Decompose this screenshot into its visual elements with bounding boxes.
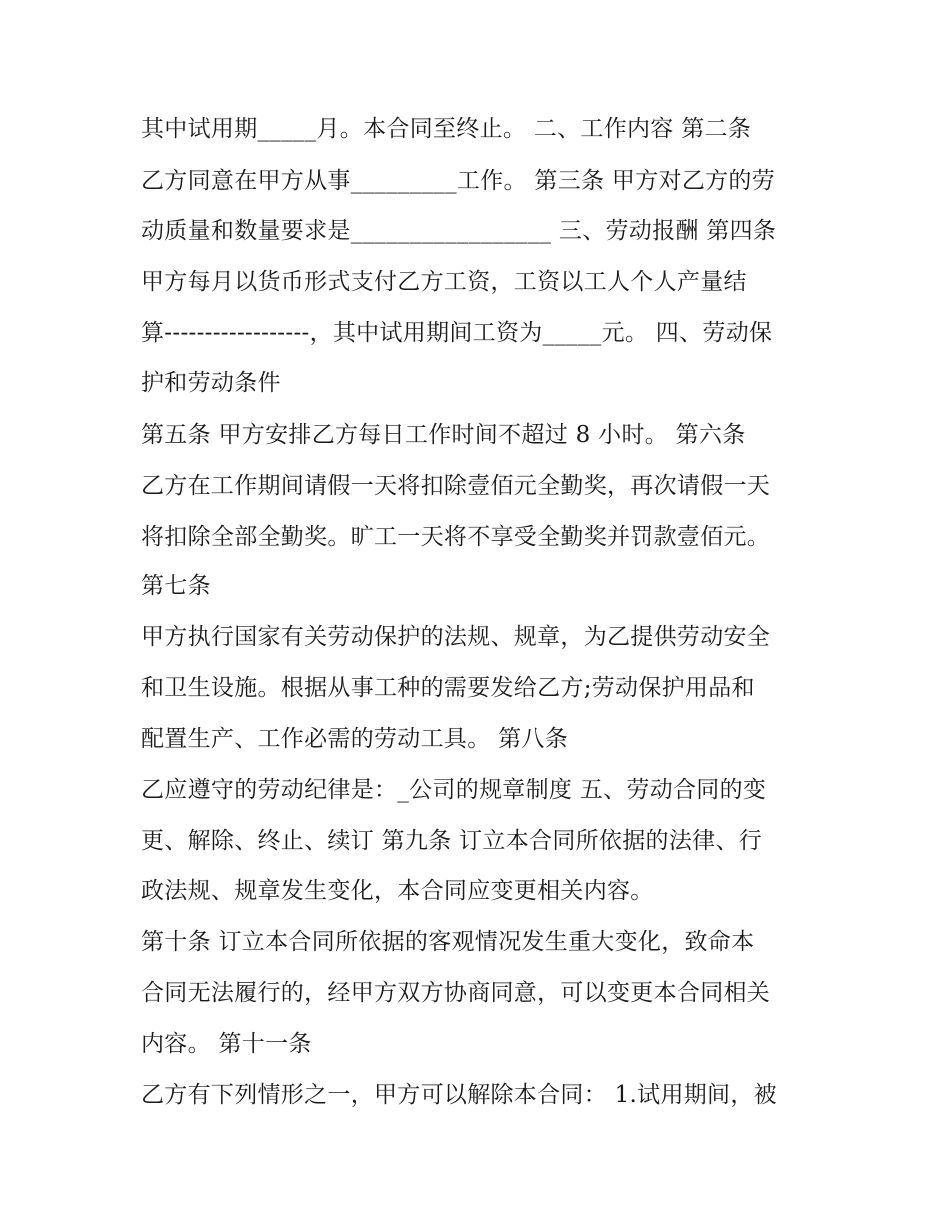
text-line: 内容。 第十一条 (141, 1031, 312, 1057)
text-line: 乙应遵守的劳动纪律是：_公司的规章制度 五、劳动合同的变 (141, 777, 767, 803)
text-line: 将扣除全部全勤奖。旷工一天将不享受全勤奖并罚款壹佰元。 (141, 524, 771, 550)
text-line: 动质量和数量要求是_________________ 三、劳动报酬 第四条 (141, 218, 777, 244)
text-line: 合同无法履行的，经甲方双方协商同意，可以变更本合同相关 (141, 980, 771, 1006)
text-line: 配置生产、工作必需的劳动工具。 第八条 (141, 726, 569, 752)
text-line: 和卫生设施。根据从事工种的需要发给乙方;劳动保护用品和 (141, 675, 755, 701)
text-line: 算------------------，其中试用期间工资为_____元。 四、劳动保 (141, 320, 773, 346)
text-line: 乙方同意在甲方从事_________工作。 第三条 甲方对乙方的劳 (141, 168, 776, 194)
text-line: 第七条 (141, 573, 211, 599)
text-line: 更、解除、终止、续订 第九条 订立本合同所依据的法律、行 (141, 828, 763, 854)
text-line: 第十条 订立本合同所依据的客观情况发生重大变化，致命本 (141, 929, 755, 955)
text-line: 乙方有下列情形之一，甲方可以解除本合同： 1.试用期间，被 (141, 1082, 777, 1108)
text-line: 第五条 甲方安排乙方每日工作时间不超过 8 小时。 第六条 (141, 422, 746, 448)
text-line: 政法规、规章发生变化，本合同应变更相关内容。 (141, 878, 654, 904)
text-line: 其中试用期_____月。本合同至终止。 二、工作内容 第二条 (141, 116, 752, 142)
text-line: 护和劳动条件 (141, 370, 281, 396)
text-line: 甲方执行国家有关劳动保护的法规、规章，为乙提供劳动安全 (141, 624, 771, 650)
text-line: 乙方在工作期间请假一天将扣除壹佰元全勤奖，再次请假一天 (141, 473, 771, 499)
text-line: 甲方每月以货币形式支付乙方工资，工资以工人个人产量结 (141, 269, 747, 295)
